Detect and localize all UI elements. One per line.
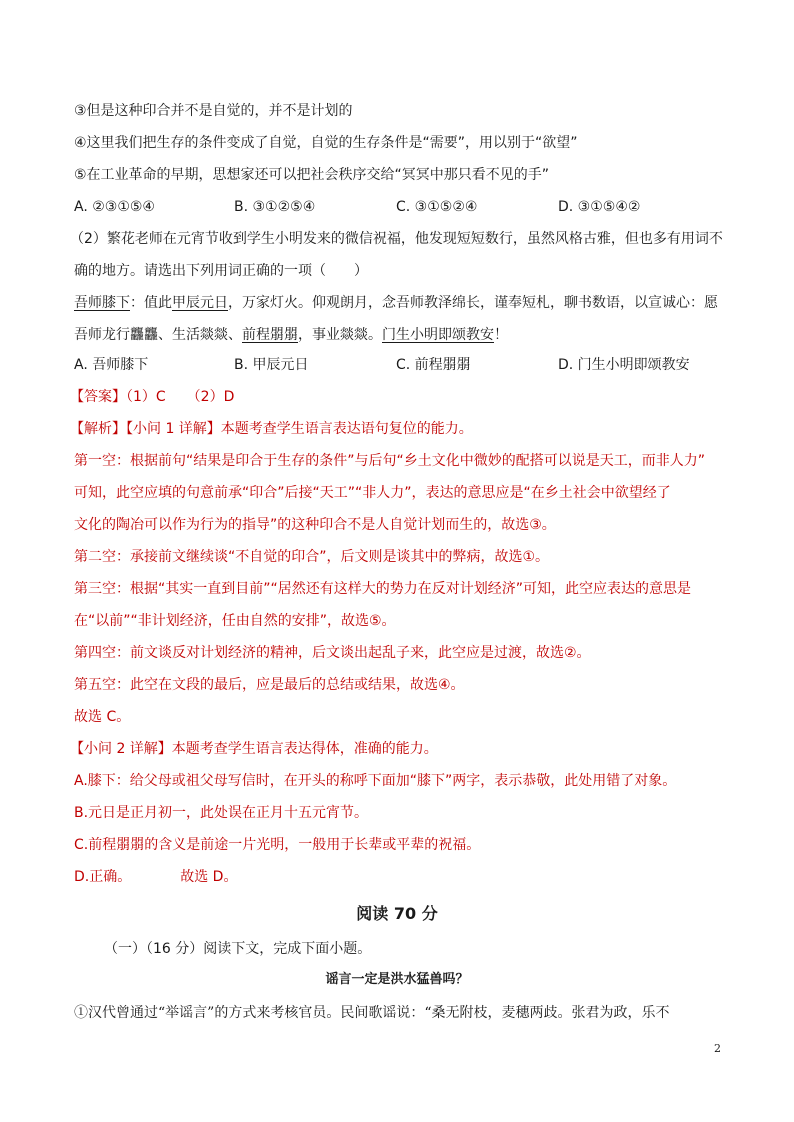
q2-message-line-2 [74,325,508,345]
q1-option-c: C. ③①⑤②④ [396,199,478,215]
q2-option-c: C. 前程朤朤 [396,357,471,373]
analysis-line: 故选 C。 [74,709,131,725]
q2-msg-text: ，万家灯火。仰观朗月，念吾师教泽绵长，谨奉短札，聊书数语，以宣诚心：愿 [228,295,718,311]
q2-stem-line-1: （2）繁花老师在元宵节收到学生小明发来的微信祝福，他发现短短数行，虽然风格古雅，但也多有用词不 [70,231,723,247]
q2-msg-date: 甲辰元日 [172,295,228,311]
answer-line: 【答案】（1）C （2）D [70,389,235,405]
q2-msg-text: 吾师龙行龘龘、生活燚燚、 [74,327,242,343]
analysis-line: 【小问 2 详解】本题考查学生语言表达得体，准确的能力。 [70,741,438,757]
q2-option-a: A. 吾师膝下 [74,357,149,373]
analysis-line: 文化的陶冶可以作为行为的指导”的这种印合不是人自觉计划而生的，故选③。 [74,517,556,533]
article-paragraph-1: ①汉代曾通过“举谣言”的方式来考核官员。民间歌谣说：“桑无附枝，麦穗两歧。张君为政，乐不 [74,1005,670,1021]
q1-item-5: ⑤在工业革命的早期，思想家还可以把社会秩序交给“冥冥中那只看不见的手” [74,167,550,183]
analysis-line: 在“以前”“非计划经济，任由自然的安排”，故选⑤。 [74,613,396,629]
analysis-line: 第五空：此空在文段的最后，应是最后的总结或结果，故选④。 [74,677,465,693]
q2-option-d: D. 门生小明即颂教安 [558,357,690,373]
part-heading: （一）（16 分）阅读下文，完成下面小题。 [104,941,372,957]
q2-msg-text: ：值此 [130,295,172,311]
analysis-line: 第一空：根据前句“结果是印合于生存的条件”与后句“乡土文化中微妙的配搭可以说是天工，而非人力” [74,453,706,469]
analysis-line: 第三空：根据“其实一直到目前”“居然还有这样大的势力在反对计划经济”可知，此空应表达的意思是 [74,581,692,597]
q2-stem-line-2: 确的地方。请选出下列用词正确的一项（ ） [74,263,368,279]
q1-option-a: A. ②③①⑤④ [74,199,155,215]
analysis-line: A.膝下：给父母或祖父母写信时，在开头的称呼下面加“膝下”两字，表示恭敬，此处用错了对象。 [74,773,677,789]
analysis-line: 【解析】【小问 1 详解】本题考查学生语言表达语句复位的能力。 [70,421,473,437]
analysis-line: 第二空：承接前文继续谈“不自觉的印合”，后文则是谈其中的弊病，故选①。 [74,549,550,565]
analysis-line: 可知，此空应填的句意前承“印合”后接“天工”“非人力”，表达的意思应是“在乡土社会中欲望经了 [74,485,671,501]
q1-item-4: ④这里我们把生存的条件变成了自觉，自觉的生存条件是“需要”，用以别于“欲望” [74,135,578,151]
section-title: 阅读 70 分 [356,904,438,923]
analysis-line: C.前程朤朤的含义是前途一片光明，一般用于长辈或平辈的祝福。 [74,837,481,853]
q2-message-line-1 [74,293,718,313]
q1-option-b: B. ③①②⑤④ [234,199,316,215]
page-number: 2 [714,1042,721,1055]
q2-msg-future: 前程朤朤 [242,327,298,343]
q1-option-d: D. ③①⑤④② [558,199,641,215]
analysis-line: D.正确。 故选 D。 [74,869,238,885]
q2-option-b: B. 甲辰元日 [234,357,309,373]
q2-msg-text: ，事业燚燚。 [298,327,382,343]
q2-msg-text: ！ [494,327,508,343]
analysis-line: 第四空：前文谈反对计划经济的精神，后文谈出起乱子来，此空应是过渡，故选②。 [74,645,591,661]
q2-msg-closing: 门生小明即颂教安 [382,327,494,343]
article-title: 谣言一定是洪水猛兽吗？ [325,972,469,987]
analysis-line: B.元日是正月初一，此处误在正月十五元宵节。 [74,805,369,821]
q2-msg-greeting: 吾师膝下 [74,295,130,311]
q1-item-3: ③但是这种印合并不是自觉的，并不是计划的 [74,103,353,119]
